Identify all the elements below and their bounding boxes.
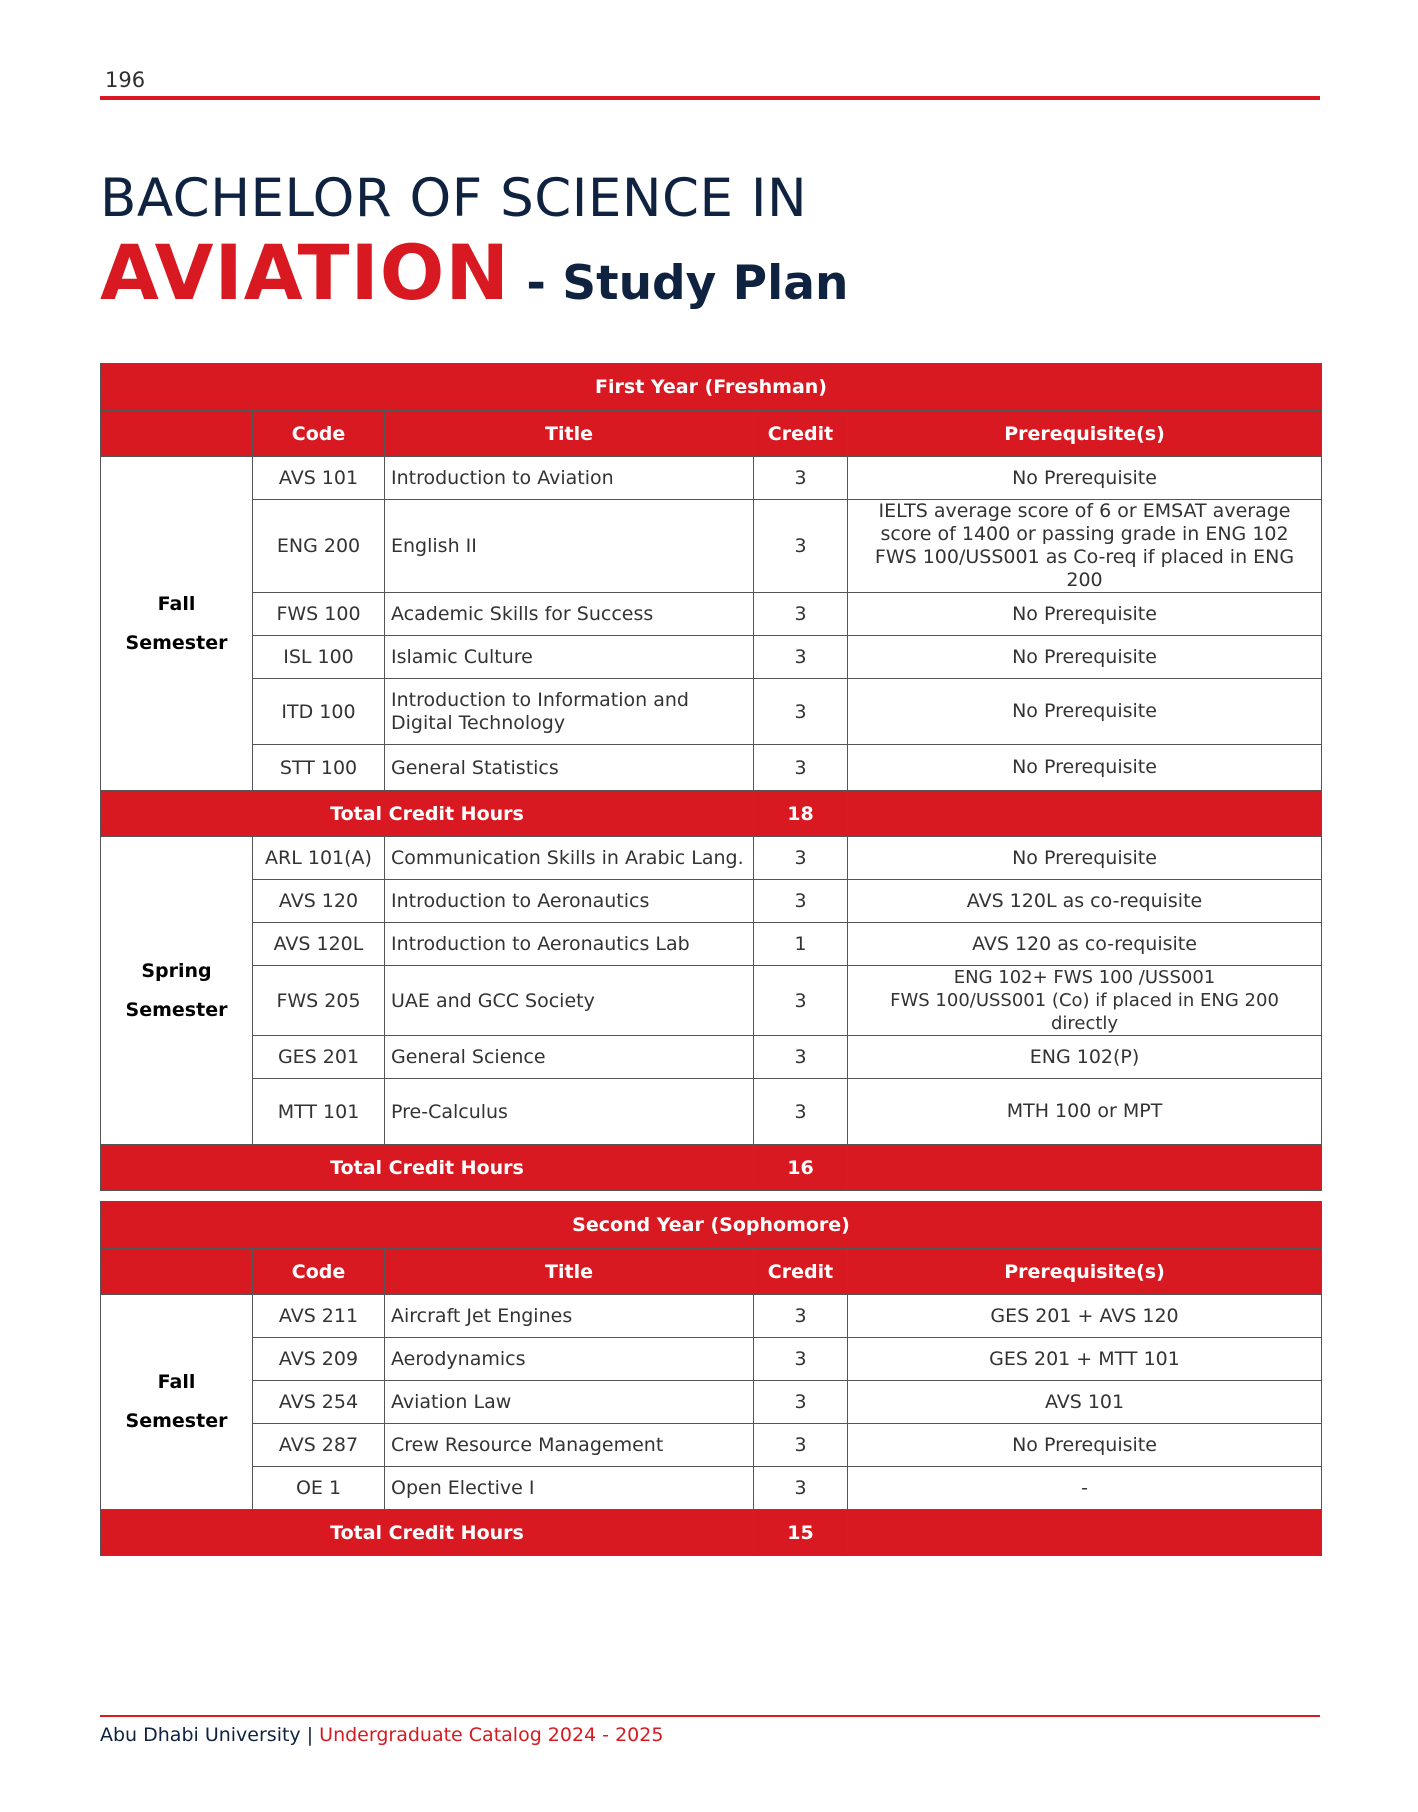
course-code: ISL 100 (253, 636, 385, 679)
course-credit: 3 (754, 1338, 848, 1381)
prereq-column-header: Prerequisite(s) (848, 411, 1322, 457)
prereq-line: No Prerequisite (1012, 645, 1157, 668)
course-credit: 3 (754, 1381, 848, 1424)
footer (100, 1724, 663, 1746)
semester-column-header (101, 411, 253, 457)
course-title: Introduction to Aeronautics Lab (385, 923, 754, 966)
course-prereq (848, 593, 1322, 636)
prereq-line: No Prerequisite (1012, 602, 1157, 625)
course-credit: 3 (754, 500, 848, 593)
title-column-header: Title (385, 1249, 754, 1295)
course-prereq (848, 1338, 1322, 1381)
course-title: English II (385, 500, 754, 593)
page-subtitle: - Study Plan (510, 256, 849, 311)
course-title: General Science (385, 1036, 754, 1079)
total-label: Total Credit Hours (101, 1145, 754, 1191)
course-code: MTT 101 (253, 1079, 385, 1145)
course-title: UAE and GCC Society (385, 966, 754, 1036)
course-code: OE 1 (253, 1467, 385, 1510)
total-row (101, 1145, 1322, 1191)
course-credit: 3 (754, 457, 848, 500)
prereq-line: No Prerequisite (1012, 466, 1157, 489)
course-prereq (848, 1079, 1322, 1145)
code-column-header: Code (253, 411, 385, 457)
semester-label-word: Semester (125, 998, 228, 1021)
code-column-header: Code (253, 1249, 385, 1295)
prereq-line: MTH 100 or MPT (1006, 1100, 1163, 1122)
course-credit: 3 (754, 679, 848, 745)
prereq-line: ENG 102(P) (1029, 1045, 1140, 1068)
table-row (101, 593, 1322, 636)
semester-label-term: Fall (157, 592, 196, 615)
course-code: ITD 100 (253, 679, 385, 745)
prereq-line: FWS 100/USS001 (Co) if placed in ENG 200 directly (890, 990, 1279, 1034)
prereq-line: AVS 120 as co-requisite (972, 932, 1197, 955)
course-prereq (848, 745, 1322, 791)
course-prereq (848, 880, 1322, 923)
course-prereq (848, 1424, 1322, 1467)
course-credit: 3 (754, 1295, 848, 1338)
course-code: STT 100 (253, 745, 385, 791)
course-title: Islamic Culture (385, 636, 754, 679)
course-credit: 3 (754, 837, 848, 880)
page-number: 196 (105, 68, 146, 92)
course-prereq (848, 837, 1322, 880)
course-prereq (848, 636, 1322, 679)
total-credits: 15 (754, 1510, 848, 1556)
table-row (101, 1036, 1322, 1079)
course-title: General Statistics (385, 745, 754, 791)
course-prereq (848, 457, 1322, 500)
course-title: Introduction to Aviation (385, 457, 754, 500)
course-code: AVS 287 (253, 1424, 385, 1467)
prereq-line: GES 201 + AVS 120 (990, 1304, 1179, 1327)
total-row (101, 791, 1322, 837)
semester-label (101, 457, 253, 791)
prereq-line: AVS 101 (1044, 1390, 1125, 1413)
prereq-line: score of 1400 or passing grade in ENG 102 (880, 523, 1289, 545)
year-heading: First Year (Freshman) (101, 364, 1322, 411)
course-title: Crew Resource Management (385, 1424, 754, 1467)
course-code: AVS 254 (253, 1381, 385, 1424)
course-credit: 3 (754, 880, 848, 923)
course-code: FWS 205 (253, 966, 385, 1036)
course-title: Aviation Law (385, 1381, 754, 1424)
prereq-line: - (1081, 1476, 1088, 1499)
prereq-line: FWS 100/USS001 as Co-req if placed in ENG 200 (874, 546, 1295, 591)
footer-catalog: Undergraduate Catalog 2024 - 2025 (319, 1724, 664, 1746)
course-code: AVS 120L (253, 923, 385, 966)
total-credits: 16 (754, 1145, 848, 1191)
course-title: Aircraft Jet Engines (385, 1295, 754, 1338)
table-row (101, 1381, 1322, 1424)
total-credits: 18 (754, 791, 848, 837)
course-credit: 3 (754, 1467, 848, 1510)
course-title: Open Elective I (385, 1467, 754, 1510)
table-row (101, 837, 1322, 880)
title-column-header: Title (385, 411, 754, 457)
total-row (101, 1510, 1322, 1556)
course-prereq (848, 679, 1322, 745)
credit-column-header: Credit (754, 1249, 848, 1295)
course-prereq (848, 500, 1322, 593)
total-label: Total Credit Hours (101, 1510, 754, 1556)
table-row (101, 1424, 1322, 1467)
course-prereq (848, 1295, 1322, 1338)
course-code: AVS 120 (253, 880, 385, 923)
table-row (101, 966, 1322, 1036)
semester-label-term: Spring (141, 959, 212, 982)
year-heading: Second Year (Sophomore) (101, 1202, 1322, 1249)
table-row (101, 500, 1322, 593)
course-credit: 3 (754, 1079, 848, 1145)
prereq-line: ENG 102+ FWS 100 /USS001 (953, 967, 1216, 988)
course-code: ENG 200 (253, 500, 385, 593)
total-blank (848, 791, 1322, 837)
course-code: AVS 209 (253, 1338, 385, 1381)
course-title: Communication Skills in Arabic Lang. (385, 837, 754, 880)
total-blank (848, 1145, 1322, 1191)
table-row (101, 1295, 1322, 1338)
course-credit: 3 (754, 593, 848, 636)
semester-label-word: Semester (125, 1410, 228, 1432)
course-title: Academic Skills for Success (385, 593, 754, 636)
course-title: Aerodynamics (385, 1338, 754, 1381)
total-blank (848, 1510, 1322, 1556)
course-code: GES 201 (253, 1036, 385, 1079)
course-prereq (848, 1036, 1322, 1079)
table-row (101, 679, 1322, 745)
semester-label-term: Fall (157, 1371, 196, 1393)
prereq-column-header: Prerequisite(s) (848, 1249, 1322, 1295)
prereq-line: IELTS average score of 6 or EMSAT average (878, 500, 1291, 522)
credit-column-header: Credit (754, 411, 848, 457)
course-title: Pre-Calculus (385, 1079, 754, 1145)
course-prereq (848, 966, 1322, 1036)
prereq-line: No Prerequisite (1012, 756, 1157, 778)
page-title-line2 (100, 228, 848, 317)
course-title: Introduction to Information and Digital Technology (385, 679, 754, 745)
table-row (101, 923, 1322, 966)
program-name: AVIATION (100, 228, 511, 317)
semester-label (101, 837, 253, 1145)
course-credit: 3 (754, 636, 848, 679)
table-row (101, 1338, 1322, 1381)
semester-label-word: Semester (125, 631, 228, 654)
course-prereq (848, 1467, 1322, 1510)
table-row (101, 636, 1322, 679)
course-credit: 3 (754, 966, 848, 1036)
semester-label (101, 1295, 253, 1510)
prereq-line: AVS 120L as co-requisite (966, 889, 1203, 912)
course-prereq (848, 923, 1322, 966)
table-row (101, 1467, 1322, 1510)
course-credit: 3 (754, 745, 848, 791)
course-code: ARL 101(A) (253, 837, 385, 880)
course-code: AVS 101 (253, 457, 385, 500)
footer-separator: | (300, 1724, 320, 1746)
course-prereq (848, 1381, 1322, 1424)
course-credit: 3 (754, 1424, 848, 1467)
prereq-line: No Prerequisite (1012, 1433, 1157, 1456)
table-row (101, 880, 1322, 923)
bottom-divider (100, 1715, 1320, 1717)
course-code: AVS 211 (253, 1295, 385, 1338)
course-credit: 3 (754, 1036, 848, 1079)
course-code: FWS 100 (253, 593, 385, 636)
prereq-line: No Prerequisite (1012, 700, 1157, 722)
prereq-line: No Prerequisite (1012, 846, 1157, 869)
semester-column-header (101, 1249, 253, 1295)
table-row (101, 457, 1322, 500)
course-title: Introduction to Aeronautics (385, 880, 754, 923)
study-plan-table-year-1 (100, 363, 1322, 1191)
total-label: Total Credit Hours (101, 791, 754, 837)
table-row (101, 1079, 1322, 1145)
course-credit: 1 (754, 923, 848, 966)
table-row (101, 745, 1322, 791)
top-divider (100, 96, 1320, 100)
prereq-line: GES 201 + MTT 101 (989, 1347, 1180, 1370)
study-plan-table-year-2 (100, 1201, 1322, 1556)
footer-university: Abu Dhabi University (100, 1724, 301, 1746)
page-title-line1: BACHELOR OF SCIENCE IN (100, 168, 808, 229)
